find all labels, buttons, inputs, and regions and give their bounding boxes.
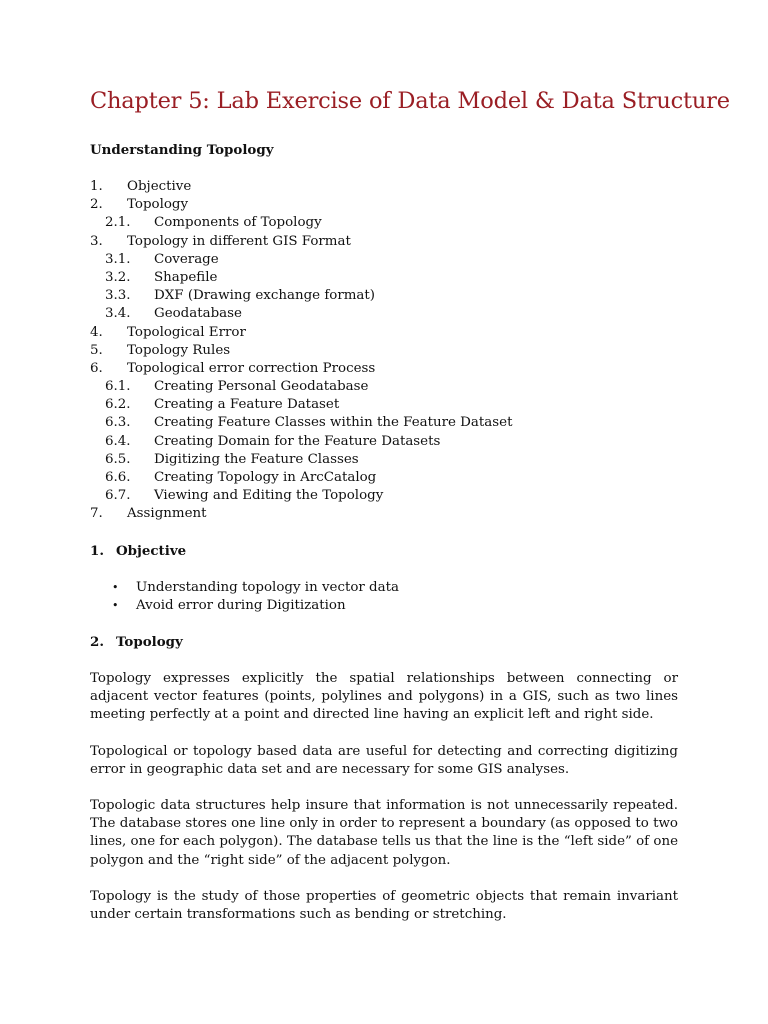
toc-item: [90, 233, 690, 251]
toc-label: Topological Error: [127, 324, 246, 340]
bullet-text: Understanding topology in vector data: [136, 580, 399, 595]
toc-number: 4.: [90, 324, 103, 340]
toc-label: Coverage: [154, 251, 219, 267]
toc-label: Viewing and Editing the Topology: [154, 488, 384, 504]
toc-number: 6.6.: [105, 470, 131, 485]
toc-label: Digitizing the Feature Classes: [154, 451, 359, 467]
toc-number: 2.1.: [105, 215, 131, 231]
toc-number: 6.4.: [105, 433, 131, 449]
toc-subitem: [90, 469, 690, 487]
section-heading-objective: [90, 543, 186, 559]
section-title: Topology: [116, 634, 183, 650]
toc-label: Creating Topology in ArcCatalog: [154, 470, 377, 485]
toc-number: 6.5.: [105, 451, 131, 467]
toc-number: 6.7.: [105, 488, 131, 504]
toc-label: Creating a Feature Dataset: [154, 397, 340, 413]
toc-label: Topology: [127, 197, 189, 213]
toc-subitem: [90, 487, 690, 505]
toc-number: 5.: [90, 342, 103, 358]
toc-label: Objective: [127, 179, 192, 194]
objective-bullet-list: [112, 579, 399, 615]
toc-label: Assignment: [127, 506, 207, 522]
list-item: [112, 597, 399, 615]
section-number: 1.: [90, 543, 104, 559]
bullet-icon: •: [112, 599, 119, 613]
toc-subitem: [90, 269, 690, 287]
toc-label: Components of Topology: [154, 215, 322, 231]
toc-number: 3.: [90, 233, 103, 249]
toc-label: Shapefile: [154, 269, 218, 285]
toc-subitem: [90, 287, 690, 305]
toc-item: [90, 505, 690, 523]
toc-item: [90, 178, 690, 196]
toc-number: 6.2.: [105, 397, 131, 413]
toc-item: [90, 342, 690, 360]
toc-subitem: [90, 251, 690, 269]
toc-subitem: [90, 214, 690, 232]
subtitle: Understanding Topology: [90, 142, 274, 158]
toc-item: [90, 196, 690, 214]
paragraph: Topology is the study of those properties of geometric objects that remain invariant under certain transformations such as bending or stretching.: [90, 889, 678, 923]
toc-number: 3.2.: [105, 269, 131, 285]
toc-number: 2.: [90, 197, 103, 213]
toc-number: 6.: [90, 360, 103, 376]
toc-number: 3.4.: [105, 306, 131, 322]
paragraph: Topological or topology based data are useful for detecting and correcting digitizing error in geographic data set and are necessary for some GIS analyses.: [90, 744, 678, 778]
bullet-icon: •: [112, 581, 119, 594]
toc-number: 6.1.: [105, 379, 131, 395]
toc-number: 7.: [90, 506, 103, 522]
bullet-text: Avoid error during Digitization: [136, 598, 346, 614]
toc-subitem: [90, 305, 690, 323]
toc-subitem: [90, 414, 690, 432]
toc-item: [90, 360, 690, 378]
table-of-contents: [90, 178, 690, 524]
list-item: [112, 579, 399, 597]
toc-number: 3.3.: [105, 288, 131, 304]
toc-label: Creating Personal Geodatabase: [154, 379, 369, 395]
toc-subitem: [90, 378, 690, 396]
section-heading-topology: [90, 634, 183, 650]
toc-label: Creating Feature Classes within the Feature Dataset: [154, 415, 513, 431]
toc-subitem: [90, 396, 690, 414]
toc-subitem: [90, 433, 690, 451]
toc-label: Geodatabase: [154, 306, 242, 322]
toc-label: Topology Rules: [127, 342, 231, 358]
toc-label: Topology in different GIS Format: [127, 233, 351, 249]
toc-number: 6.3.: [105, 415, 131, 431]
toc-label: Creating Domain for the Feature Datasets: [154, 433, 441, 449]
chapter-title: Chapter 5: Lab Exercise of Data Model & Data Structure: [90, 88, 730, 114]
section-title: Objective: [116, 543, 187, 559]
toc-number: 1.: [90, 179, 103, 194]
toc-item: [90, 324, 690, 342]
section-number: 2.: [90, 634, 104, 650]
paragraph: Topology expresses explicitly the spatial relationships between connecting or adjacent vector features (points, polylines and polygons) in a GIS, such as two lines meeting perfectly at a point and directed line having an explicit left and right side.: [90, 671, 678, 723]
toc-label: DXF (Drawing exchange format): [154, 288, 376, 304]
toc-label: Topological error correction Process: [127, 360, 376, 376]
toc-number: 3.1.: [105, 251, 131, 267]
toc-subitem: [90, 451, 690, 469]
paragraph: Topologic data structures help insure that information is not unnecessarily repeated. The database stores one line only in order to represent a boundary (as opposed to two lines, one for each polygon). The database tells us that the line is the “left side” of one polygon and the “right side” of the adjacent polygon.: [90, 798, 678, 868]
